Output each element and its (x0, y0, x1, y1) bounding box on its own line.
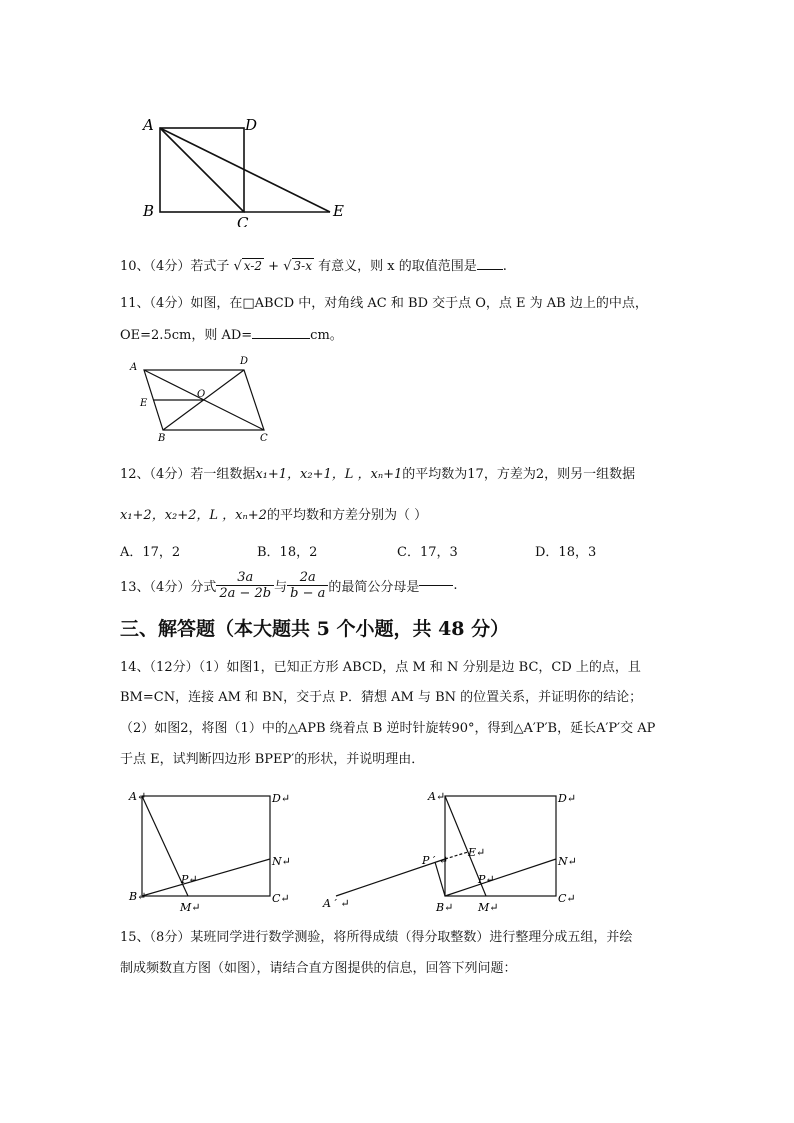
question-15-line-2: 制成频数直方图（如图），请结合直方图提供的信息，回答下列问题： (120, 961, 517, 976)
label-p-prime: P ′ ↵ (422, 854, 449, 867)
q10-end: . (502, 259, 507, 274)
q10-prefix: 10、（4分）若式子 (120, 259, 230, 274)
fraction-2-denominator: b − a (287, 585, 328, 601)
label-a-prime: A ′ ↵ (323, 897, 350, 910)
question-11-line-2 (120, 324, 343, 343)
label-m: M↵ (180, 901, 201, 914)
label-c: C (260, 433, 268, 444)
label-d: D↵ (558, 792, 577, 805)
q12-text: 的平均数和方差分别为（ ） (266, 508, 428, 523)
question-12-line-1 (120, 463, 635, 482)
question-14-line-1: 14、（12分）（1）如图1，已知正方形 ABCD，点 M 和 N 分别是边 BC，CD 上的点，且 (120, 660, 641, 675)
q13-prefix: 13、（4分）分式 (120, 579, 217, 595)
fraction-1-numerator: 3a (237, 569, 254, 585)
figure-parallelogram (128, 352, 278, 444)
question-12-line-2 (120, 504, 427, 523)
q12-text: 的平均数为17，方差为2，则另一组数据 (402, 467, 636, 482)
q12-option-a[interactable]: A．17，2 (120, 545, 181, 560)
section-heading: 三、解答题（本大题共 5 个小题，共 48 分） (120, 618, 510, 640)
label-a: A↵ (428, 790, 446, 803)
q12-data-2: x₁+2，x₂+2，L ，xₙ+2 (120, 508, 267, 523)
q13-suffix: 的最简公分母是 (328, 579, 420, 595)
question-11-line-1: 11、（4分）如图，在□ABCD 中，对角线 AC 和 BD 交于点 O，点 E 为 AB 边上的中点， (120, 296, 648, 311)
label-c: C↵ (558, 892, 576, 905)
label-m: M↵ (478, 901, 499, 914)
sqrt-sign: √ (283, 259, 292, 274)
fraction-2-numerator: 2a (299, 569, 316, 585)
q10-radicand-1: x-2 (243, 259, 263, 273)
q13-end: . (453, 577, 458, 593)
label-a: A (143, 116, 154, 134)
fraction-1 (216, 570, 274, 601)
label-a: A↵ (129, 790, 147, 803)
q11-unit: cm。 (310, 328, 343, 343)
sqrt-sign: √ (233, 259, 242, 274)
label-b: B↵ (129, 890, 147, 903)
label-a: A (130, 362, 138, 373)
q12-data-1: x₁+1，x₂+1，L ，xₙ+1 (255, 467, 403, 482)
q10-suffix: 有意义，则 x 的取值范围是 (318, 259, 477, 274)
label-o: O (197, 389, 206, 400)
label-n: N↵ (272, 855, 291, 868)
fraction-1-denominator: 2a − 2b (216, 585, 274, 601)
label-c: C↵ (272, 892, 290, 905)
q11-text: OE=2.5cm，则 AD= (120, 328, 253, 343)
label-e: E (333, 202, 344, 220)
answer-blank (477, 269, 503, 270)
label-b: B (143, 202, 155, 220)
answer-blank (252, 338, 310, 339)
question-14-line-4: 于点 E，试判断四边形 BPEP′的形状，并说明理由． (120, 752, 425, 767)
q12-option-b[interactable]: B．18，2 (257, 545, 318, 560)
label-c: C (237, 214, 249, 227)
fraction-2 (287, 570, 328, 601)
question-10 (120, 255, 507, 274)
question-15-line-1: 15、（8分）某班同学进行数学测验，将所得成绩（得分取整数）进行整理分成五组，并绘 (120, 930, 633, 945)
q13-mid: 与 (274, 579, 288, 595)
q10-plus: + (268, 259, 280, 274)
figure-14-1 (125, 785, 295, 915)
figure-square-abcde (135, 112, 355, 227)
figure-14-2 (318, 785, 593, 915)
answer-blank (419, 585, 453, 586)
label-d: D (240, 356, 249, 367)
label-d: D↵ (272, 792, 291, 805)
label-e: E↵ (468, 846, 486, 859)
q10-radicand-2: 3-x (293, 259, 312, 273)
label-p: P↵ (478, 873, 495, 886)
label-b: B↵ (436, 901, 454, 914)
label-b: B (158, 433, 166, 444)
q12-option-c[interactable]: C．17，3 (397, 545, 458, 560)
question-14-line-3: （2）如图2，将图（1）中的△APB 绕着点 B 逆时针旋转90°，得到△A′P′B，延长A′P′交 AP (120, 721, 656, 736)
question-14-line-2: BM=CN，连接 AM 和 BN，交于点 P．猜想 AM 与 BN 的位置关系，并证明你的结论； (120, 690, 643, 705)
question-13 (120, 565, 458, 605)
q12-option-d[interactable]: D．18，3 (535, 545, 597, 560)
q12-text: 12、（4分）若一组数据 (120, 467, 256, 482)
label-p: P↵ (181, 873, 198, 886)
label-e: E (140, 398, 148, 409)
label-d: D (245, 116, 258, 134)
label-n: N↵ (558, 855, 577, 868)
